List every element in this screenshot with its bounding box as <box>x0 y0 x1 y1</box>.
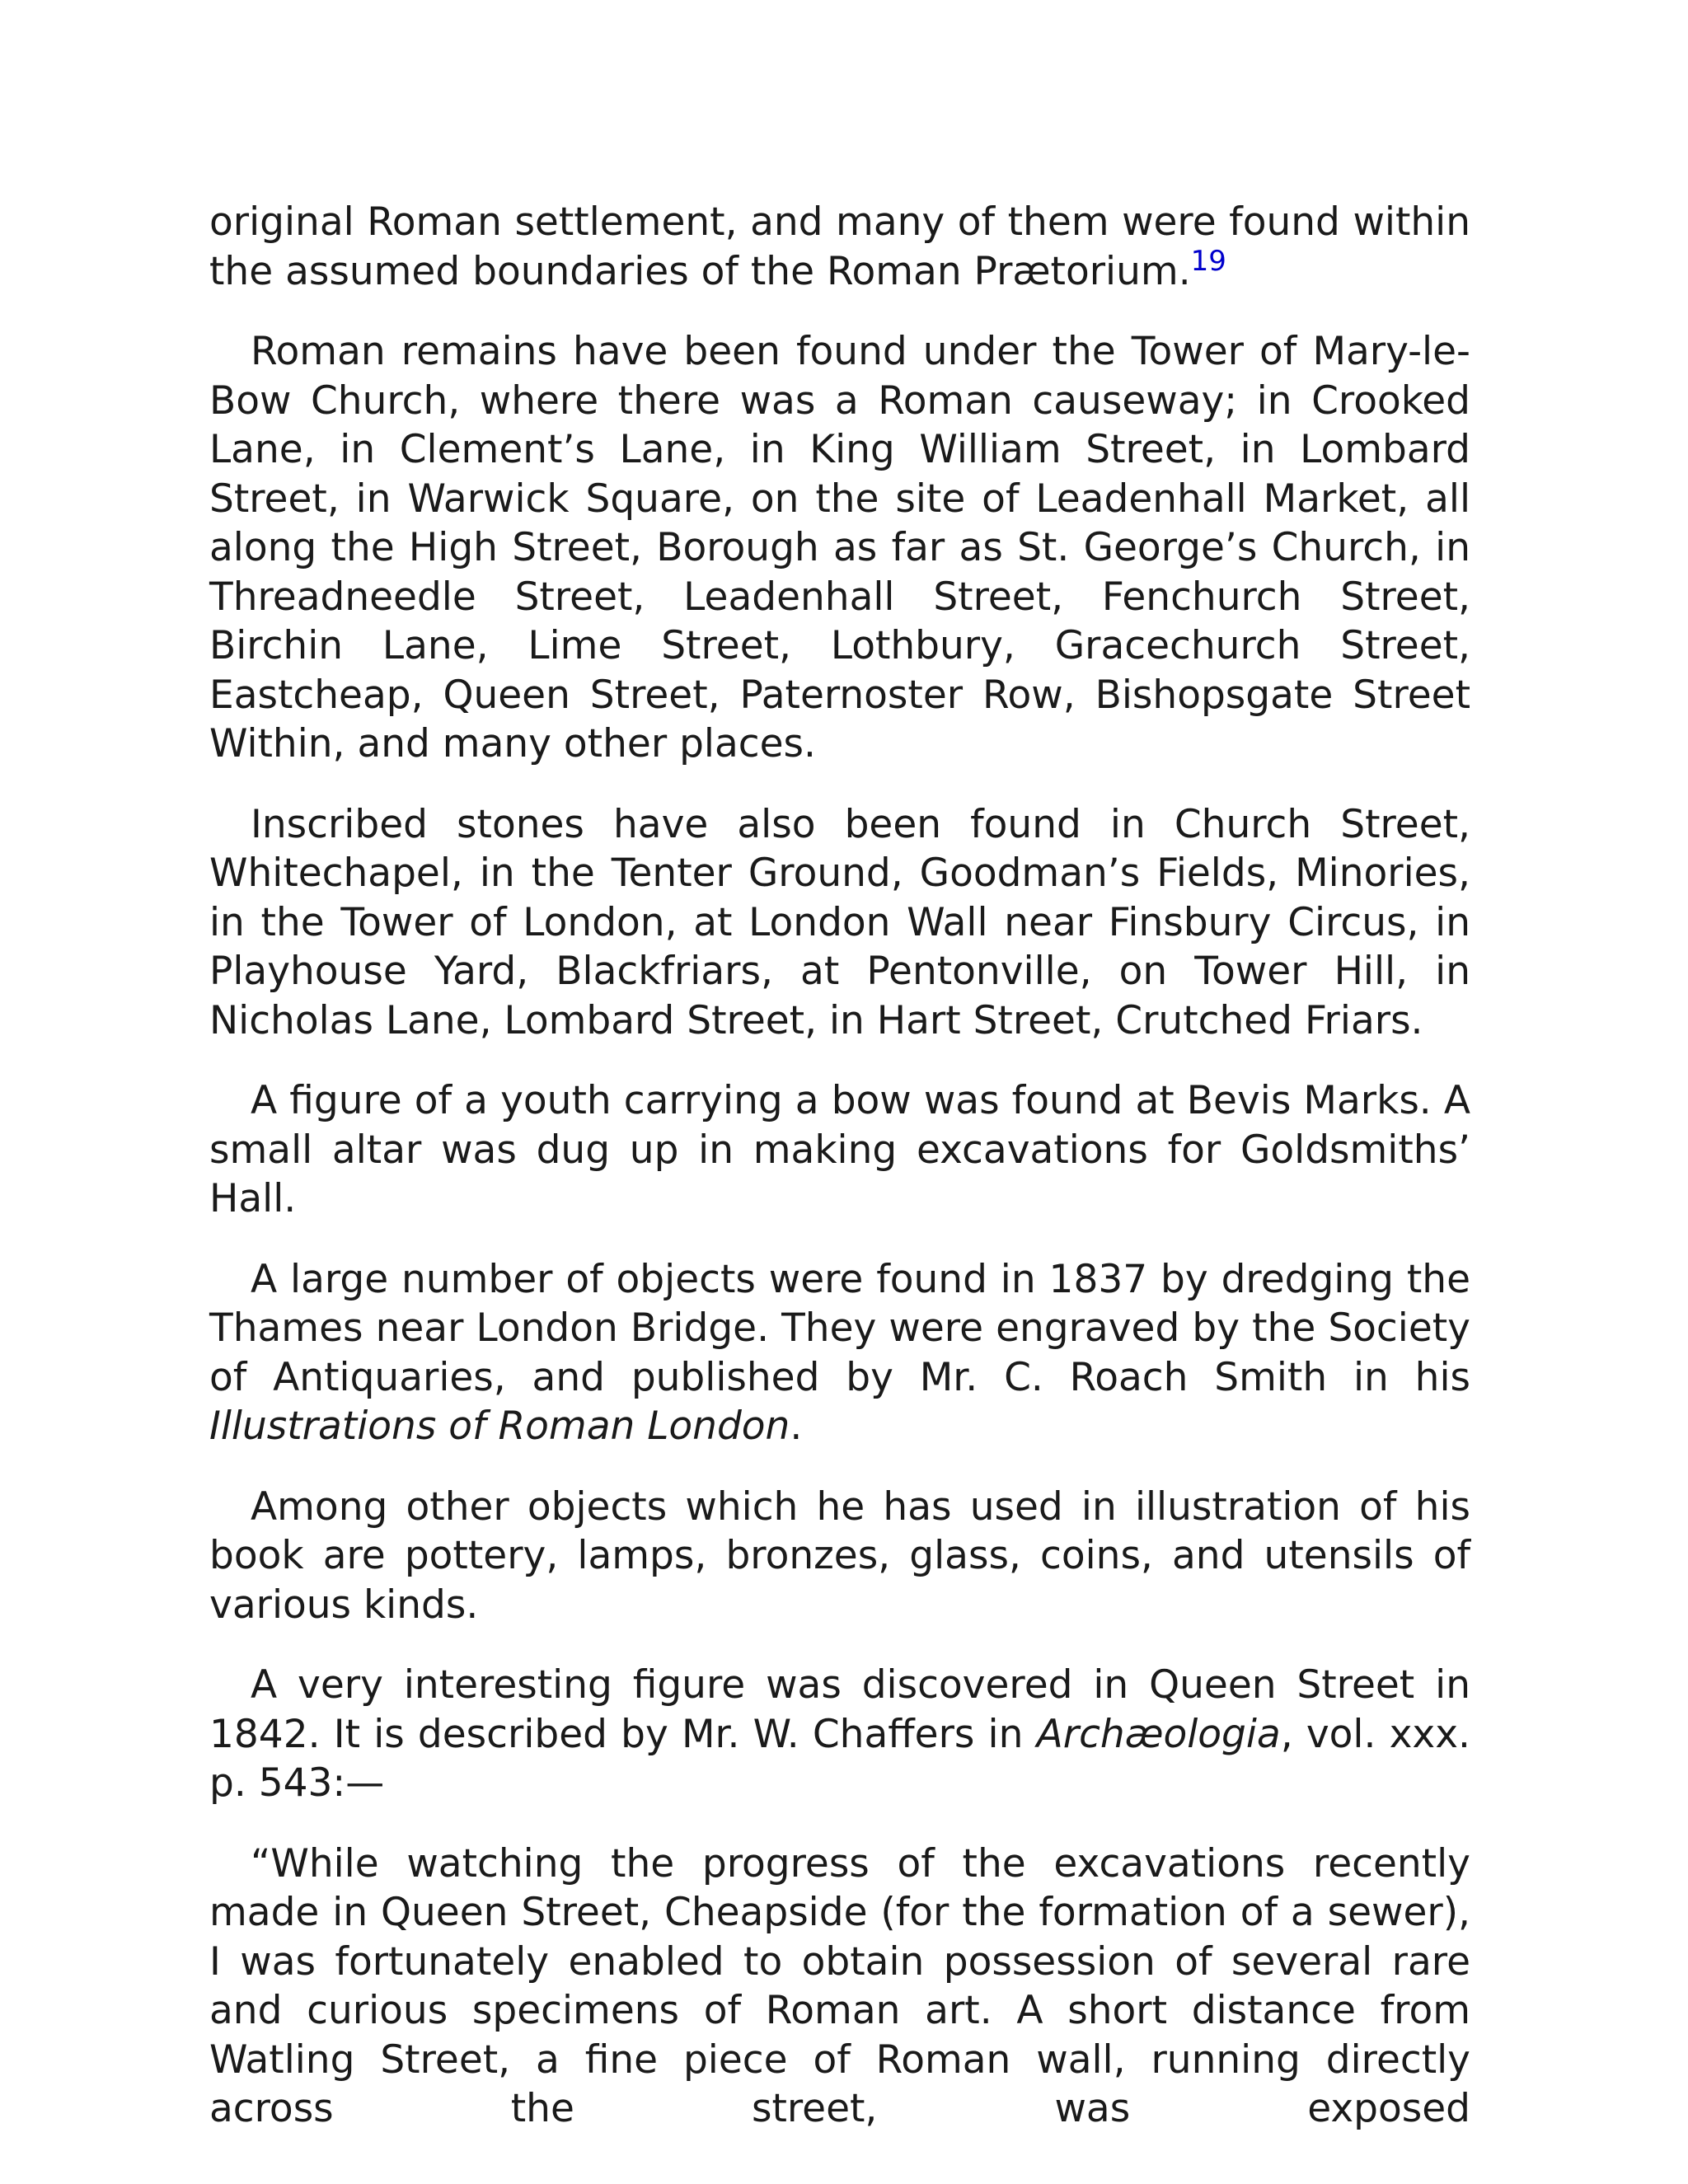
paragraph-7 <box>209 1661 1470 1808</box>
paragraph-6-text: Among other objects which he has used in illustration of his book are pottery, lamps, bronzes, glass, coins, and utensils of various kinds. <box>209 1483 1470 1628</box>
paragraph-3 <box>209 800 1470 1046</box>
paragraph-3-text: Inscribed stones have also been found in Church Street, Whitechapel, in the Tenter Ground, Goodman’s Fields, Minories, in the Tower of London, at London Wall near Finsbury Circus, in Playhouse Yard, Blackfriars, at Pentonville, on Tower Hill, in Nicholas Lane, Lombard Street, in Hart Street, Crutched Friars. <box>209 801 1470 1043</box>
journal-title-archaeologia: Archæologia <box>1036 1711 1281 1757</box>
paragraph-5 <box>209 1255 1470 1451</box>
paragraph-4-text: A figure of a youth carrying a bow was found at Bevis Marks. A small altar was dug up in making excavations for Goldsmiths’ Hall. <box>209 1078 1470 1221</box>
paragraph-8-text: “While watching the progress of the excavations recently made in Queen Street, Cheapside (for the formation of a sewer), I was fortunately enabled to obtain possession of several rare and curious specimens of Roman art. A short distance from Watling Street, a fine piece of Roman wall, running directly across the street, was exposed <box>209 1840 1470 2131</box>
paragraph-4 <box>209 1076 1470 1224</box>
footnote-ref-19[interactable]: 19 <box>1190 244 1226 278</box>
paragraph-5-text-after: . <box>790 1404 803 1449</box>
document-page <box>209 198 1470 2134</box>
paragraph-1-text: original Roman settlement, and many of them were found within the assumed boundaries of the Roman Prætorium. <box>209 199 1470 294</box>
paragraph-1 <box>209 198 1470 296</box>
paragraph-6 <box>209 1483 1470 1630</box>
paragraph-8-quote <box>209 1840 1470 2134</box>
paragraph-2 <box>209 327 1470 769</box>
book-title-illustrations: Illustrations of Roman London <box>209 1404 790 1449</box>
paragraph-7-text-after: , vol. xxx. p. 543:— <box>209 1711 1470 1806</box>
paragraph-5-text-before: A large number of objects were found in 1837 by dredging the Thames near London Bridge. They were engraved by the Society of Antiquaries, and published by Mr. C. Roach Smith in his <box>209 1256 1470 1400</box>
paragraph-2-text: Roman remains have been found under the Tower of Mary-le-Bow Church, where there was a Roman causeway; in Crooked Lane, in Clement’s Lane, in King William Street, in Lombard Street, in Warwick Square, on the site of Leadenhall Market, all along the High Street, Borough as far as St. George’s Church, in Threadneedle Street, Leadenhall Street, Fenchurch Street, Birchin Lane, Lime Street, Lothbury, Gracechurch Street, Eastcheap, Queen Street, Paternoster Row, Bishopsgate Street Within, and many other places. <box>209 329 1470 766</box>
paragraph-7-text-before: A very interesting figure was discovered in Queen Street in 1842. It is described by Mr. W. Chaffers in <box>209 1662 1470 1757</box>
